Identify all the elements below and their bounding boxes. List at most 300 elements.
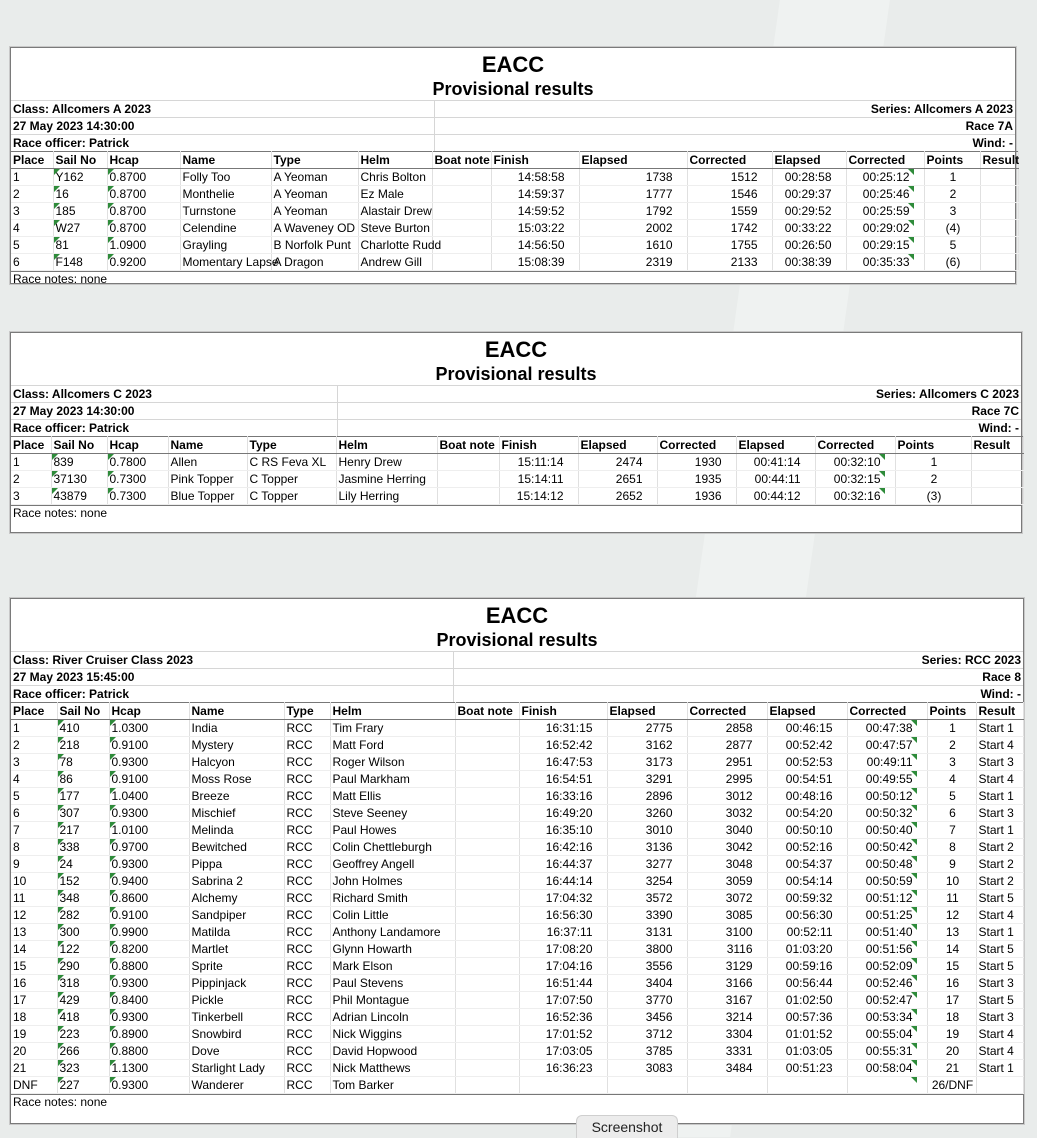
info-row (11, 134, 1015, 151)
table-cell: 10 (11, 873, 57, 890)
table-cell: 01:01:52 (767, 1026, 847, 1043)
table-cell: 17:08:20 (519, 941, 607, 958)
table-cell: 1 (927, 720, 976, 737)
column-header: Result (971, 437, 1023, 454)
info-row (11, 385, 1021, 402)
table-cell: 00:28:58 (772, 169, 846, 186)
table-cell: Start 3 (976, 754, 1023, 771)
info-row (11, 668, 1023, 685)
table-cell: 3331 (687, 1043, 767, 1060)
table-cell: 00:49:55 (847, 771, 927, 788)
table-cell: 16:51:44 (519, 975, 607, 992)
table-cell: 4 (927, 771, 976, 788)
table-cell: 2 (11, 186, 53, 203)
table-cell: Paul Stevens (330, 975, 455, 992)
table-row (11, 890, 1023, 907)
column-header: Elapsed (578, 437, 657, 454)
table-cell: 0.9200 (107, 254, 180, 271)
table-cell (687, 1077, 767, 1094)
table-cell (980, 186, 1018, 203)
column-header: Boat note (432, 152, 491, 169)
table-cell (980, 237, 1018, 254)
table-cell: Starlight Lady (189, 1060, 284, 1077)
table-cell: 0.8800 (109, 1043, 189, 1060)
table-cell: 00:47:57 (847, 737, 927, 754)
table-cell: Folly Too (180, 169, 271, 186)
column-header: Points (924, 152, 980, 169)
table-cell: 1.1300 (109, 1060, 189, 1077)
table-cell (455, 958, 519, 975)
screenshot-caption: Screenshot (576, 1115, 678, 1138)
table-cell: 00:52:16 (767, 839, 847, 856)
table-cell: 2951 (687, 754, 767, 771)
table-cell: 0.9700 (109, 839, 189, 856)
table-cell: 3131 (607, 924, 687, 941)
table-cell: Pickle (189, 992, 284, 1009)
race-officer: Race officer: Patrick (13, 136, 130, 150)
table-row (11, 975, 1023, 992)
table-cell: 152 (57, 873, 109, 890)
column-header: Elapsed (579, 152, 687, 169)
table-cell (432, 254, 491, 271)
table-cell: 86 (57, 771, 109, 788)
table-cell: Pippinjack (189, 975, 284, 992)
table-cell (455, 924, 519, 941)
table-row (11, 941, 1023, 958)
table-cell: 15:11:14 (499, 454, 578, 471)
info-row (11, 117, 1015, 134)
table-cell (455, 890, 519, 907)
table-cell: Lily Herring (336, 488, 437, 505)
wind-info: Wind: - (972, 136, 1013, 150)
table-cell (455, 839, 519, 856)
org-title: EACC (485, 603, 549, 628)
table-cell: Matilda (189, 924, 284, 941)
table-cell: Start 5 (976, 890, 1023, 907)
table-cell: 1935 (657, 471, 736, 488)
table-row (11, 203, 1018, 220)
table-cell (432, 237, 491, 254)
table-cell: RCC (284, 1060, 330, 1077)
table-cell: RCC (284, 839, 330, 856)
table-row (11, 924, 1023, 941)
table-cell: Charlotte Rudd (358, 237, 432, 254)
table-cell: 2896 (607, 788, 687, 805)
table-cell: 0.8700 (107, 169, 180, 186)
table-cell: 00:32:16 (815, 488, 895, 505)
table-cell: Pink Topper (168, 471, 247, 488)
table-cell: 12 (927, 907, 976, 924)
table-cell: 2 (11, 737, 57, 754)
table-cell: 5 (924, 237, 980, 254)
table-cell (455, 856, 519, 873)
table-cell: 1.0900 (107, 237, 180, 254)
table-cell: 1738 (579, 169, 687, 186)
table-cell: 0.9300 (109, 1077, 189, 1094)
table-cell: 3100 (687, 924, 767, 941)
table-cell: 3556 (607, 958, 687, 975)
column-header: Corrected (846, 152, 924, 169)
table-cell: 2002 (579, 220, 687, 237)
info-row (11, 100, 1015, 117)
table-cell: 17 (927, 992, 976, 1009)
table-cell: 17:07:50 (519, 992, 607, 1009)
table-cell: 17:04:16 (519, 958, 607, 975)
table-cell: 00:54:37 (767, 856, 847, 873)
table-cell: 6 (11, 254, 53, 271)
table-cell: 2319 (579, 254, 687, 271)
table-cell: Matt Ford (330, 737, 455, 754)
table-cell: 00:55:31 (847, 1043, 927, 1060)
table-cell: 0.7300 (107, 488, 168, 505)
column-header: Elapsed (772, 152, 846, 169)
table-cell: Sprite (189, 958, 284, 975)
table-cell: 1 (895, 454, 971, 471)
column-header: Type (247, 437, 336, 454)
table-cell: 14:59:52 (491, 203, 579, 220)
table-cell: Martlet (189, 941, 284, 958)
table-cell: DNF (11, 1077, 57, 1094)
column-header: Corrected (847, 703, 927, 720)
table-cell: 00:26:50 (772, 237, 846, 254)
table-cell: Bewitched (189, 839, 284, 856)
table-cell: Alastair Drew (358, 203, 432, 220)
table-cell: 00:47:38 (847, 720, 927, 737)
table-cell: Start 4 (976, 907, 1023, 924)
table-cell (432, 169, 491, 186)
table-cell: Monthelie (180, 186, 271, 203)
table-cell: 3040 (687, 822, 767, 839)
table-cell: 5 (11, 788, 57, 805)
table-cell: C Topper (247, 471, 336, 488)
table-cell: (4) (924, 220, 980, 237)
table-cell: 282 (57, 907, 109, 924)
table-cell: Anthony Landamore (330, 924, 455, 941)
table-cell: 00:53:34 (847, 1009, 927, 1026)
table-cell: 3072 (687, 890, 767, 907)
table-cell: 16:49:20 (519, 805, 607, 822)
table-cell (455, 788, 519, 805)
table-cell: 0.7300 (107, 471, 168, 488)
table-cell: 3291 (607, 771, 687, 788)
results-sheet-rcc (10, 598, 1024, 1124)
table-cell: 17:01:52 (519, 1026, 607, 1043)
table-cell: Nick Wiggins (330, 1026, 455, 1043)
table-cell: 122 (57, 941, 109, 958)
table-cell: RCC (284, 958, 330, 975)
table-row (11, 873, 1023, 890)
table-cell: Start 4 (976, 1026, 1023, 1043)
column-header: Name (189, 703, 284, 720)
table-cell: B Norfolk Punt (271, 237, 358, 254)
table-cell: 3572 (607, 890, 687, 907)
table-cell (432, 220, 491, 237)
table-cell (455, 1026, 519, 1043)
table-cell: 185 (53, 203, 107, 220)
table-cell: 01:03:05 (767, 1043, 847, 1060)
table-cell: 9 (11, 856, 57, 873)
results-table (11, 436, 1024, 505)
table-cell: 2877 (687, 737, 767, 754)
table-cell: 3260 (607, 805, 687, 822)
table-cell: 2133 (687, 254, 772, 271)
table-cell: RCC (284, 907, 330, 924)
table-cell: Turnstone (180, 203, 271, 220)
results-subtitle: Provisional results (435, 364, 597, 384)
results-subtitle: Provisional results (432, 79, 594, 99)
results-table (11, 702, 1024, 1094)
table-cell: 00:54:51 (767, 771, 847, 788)
table-cell: Blue Topper (168, 488, 247, 505)
table-cell: Colin Little (330, 907, 455, 924)
table-cell: 81 (53, 237, 107, 254)
header-row (11, 437, 1023, 454)
table-cell: A Waveney OD (271, 220, 358, 237)
table-cell: David Hopwood (330, 1043, 455, 1060)
column-header: Place (11, 703, 57, 720)
table-cell: 177 (57, 788, 109, 805)
table-cell: RCC (284, 805, 330, 822)
table-cell: C Topper (247, 488, 336, 505)
table-cell: 1930 (657, 454, 736, 471)
table-row (11, 1043, 1023, 1060)
table-cell: 00:52:47 (847, 992, 927, 1009)
column-header: Place (11, 152, 53, 169)
table-cell: 2651 (578, 471, 657, 488)
table-cell: Celendine (180, 220, 271, 237)
table-cell: 00:50:42 (847, 839, 927, 856)
table-cell: 14:56:50 (491, 237, 579, 254)
table-cell (976, 1077, 1023, 1094)
table-row (11, 1077, 1023, 1094)
table-cell (455, 1043, 519, 1060)
table-cell: Mystery (189, 737, 284, 754)
table-cell: Sandpiper (189, 907, 284, 924)
table-cell: John Holmes (330, 873, 455, 890)
table-cell: 5 (927, 788, 976, 805)
table-cell: 2775 (607, 720, 687, 737)
table-cell: 15:03:22 (491, 220, 579, 237)
table-cell: 338 (57, 839, 109, 856)
table-cell: 20 (927, 1043, 976, 1060)
table-cell (971, 454, 1023, 471)
table-cell: 00:56:30 (767, 907, 847, 924)
table-cell: 01:02:50 (767, 992, 847, 1009)
race-info (11, 100, 1015, 151)
table-cell: 00:33:22 (772, 220, 846, 237)
race-number: Race 7C (971, 404, 1019, 418)
table-cell: Dove (189, 1043, 284, 1060)
table-cell: 348 (57, 890, 109, 907)
table-cell (455, 822, 519, 839)
table-row (11, 186, 1018, 203)
table-cell: 0.8200 (109, 941, 189, 958)
table-cell: 0.9300 (109, 805, 189, 822)
table-cell: Start 4 (976, 771, 1023, 788)
table-cell: 1559 (687, 203, 772, 220)
table-cell: 00:52:46 (847, 975, 927, 992)
table-cell: Grayling (180, 237, 271, 254)
table-row (11, 169, 1018, 186)
table-row (11, 958, 1023, 975)
table-cell: Start 1 (976, 924, 1023, 941)
table-cell: 00:29:37 (772, 186, 846, 203)
table-cell: 16:52:42 (519, 737, 607, 754)
table-cell: 3304 (687, 1026, 767, 1043)
table-cell: RCC (284, 1026, 330, 1043)
table-row (11, 822, 1023, 839)
table-row (11, 907, 1023, 924)
table-cell: Paul Markham (330, 771, 455, 788)
table-row (11, 805, 1023, 822)
table-cell: RCC (284, 822, 330, 839)
table-cell: Start 5 (976, 992, 1023, 1009)
table-cell: 16:56:30 (519, 907, 607, 924)
table-cell: 16 (11, 975, 57, 992)
table-cell: 16:31:15 (519, 720, 607, 737)
table-cell: 0.9900 (109, 924, 189, 941)
table-cell: 11 (927, 890, 976, 907)
table-cell: 00:46:15 (767, 720, 847, 737)
table-cell: 0.9300 (109, 856, 189, 873)
table-cell: 7 (11, 822, 57, 839)
table-cell: 00:56:44 (767, 975, 847, 992)
column-header: Sail No (53, 152, 107, 169)
table-cell (455, 737, 519, 754)
table-cell: 0.8800 (109, 958, 189, 975)
table-cell: 3 (11, 203, 53, 220)
column-header: Elapsed (736, 437, 815, 454)
table-cell: 3167 (687, 992, 767, 1009)
table-cell: 0.8700 (107, 186, 180, 203)
table-cell: 1 (11, 454, 51, 471)
column-header: Type (284, 703, 330, 720)
table-cell: 2 (895, 471, 971, 488)
table-cell: 18 (11, 1009, 57, 1026)
table-cell: 00:29:52 (772, 203, 846, 220)
table-cell: 1546 (687, 186, 772, 203)
table-cell: 223 (57, 1026, 109, 1043)
table-row (11, 856, 1023, 873)
table-cell: 3059 (687, 873, 767, 890)
series-label: Series: Allcomers A 2023 (870, 102, 1013, 116)
table-cell: 2858 (687, 720, 767, 737)
table-cell: Start 5 (976, 958, 1023, 975)
race-info (11, 385, 1021, 436)
table-cell: 00:44:11 (736, 471, 815, 488)
table-cell: 3277 (607, 856, 687, 873)
table-cell: 00:54:20 (767, 805, 847, 822)
table-cell (455, 975, 519, 992)
column-header: Points (927, 703, 976, 720)
table-row (11, 737, 1023, 754)
table-cell: Tinkerbell (189, 1009, 284, 1026)
table-cell: 2652 (578, 488, 657, 505)
table-cell: 00:44:12 (736, 488, 815, 505)
column-header: Boat note (455, 703, 519, 720)
sheet-header (11, 333, 1021, 385)
table-cell (432, 186, 491, 203)
table-cell: Paul Howes (330, 822, 455, 839)
table-cell: W27 (53, 220, 107, 237)
table-cell: 1610 (579, 237, 687, 254)
race-officer: Race officer: Patrick (13, 421, 130, 435)
table-cell: 3 (11, 488, 51, 505)
table-cell (437, 471, 499, 488)
table-cell: 00:25:12 (846, 169, 924, 186)
table-cell: Pippa (189, 856, 284, 873)
wind-info: Wind: - (978, 421, 1019, 435)
table-cell: RCC (284, 737, 330, 754)
table-cell: 26/DNF (927, 1077, 976, 1094)
table-cell: RCC (284, 720, 330, 737)
table-cell: 1 (11, 720, 57, 737)
table-cell: 1742 (687, 220, 772, 237)
table-cell: 14 (11, 941, 57, 958)
column-header: Corrected (657, 437, 736, 454)
table-cell: 16:35:10 (519, 822, 607, 839)
table-cell (971, 488, 1023, 505)
table-cell (847, 1077, 927, 1094)
table-cell: 78 (57, 754, 109, 771)
table-row (11, 754, 1023, 771)
table-cell (971, 471, 1023, 488)
column-header: Hcap (107, 152, 180, 169)
table-row (11, 771, 1023, 788)
table-cell: Colin Chettleburgh (330, 839, 455, 856)
table-cell: 2 (11, 471, 51, 488)
table-cell: 00:49:11 (847, 754, 927, 771)
info-row (11, 419, 1021, 436)
table-cell: 16:37:11 (519, 924, 607, 941)
table-cell (455, 771, 519, 788)
series-label: Series: RCC 2023 (921, 653, 1021, 667)
table-cell: 318 (57, 975, 109, 992)
table-cell: 3085 (687, 907, 767, 924)
table-cell: 8 (927, 839, 976, 856)
series-label: Series: Allcomers C 2023 (876, 387, 1019, 401)
table-cell: RCC (284, 1009, 330, 1026)
table-cell: 15 (927, 958, 976, 975)
column-header: Finish (491, 152, 579, 169)
table-cell: 3162 (607, 737, 687, 754)
table-cell: Breeze (189, 788, 284, 805)
table-cell (980, 220, 1018, 237)
table-cell: 3254 (607, 873, 687, 890)
table-cell: 6 (927, 805, 976, 822)
table-cell: 3712 (607, 1026, 687, 1043)
table-cell: Halcyon (189, 754, 284, 771)
table-cell: 00:59:16 (767, 958, 847, 975)
table-cell: 3042 (687, 839, 767, 856)
table-cell: 2 (924, 186, 980, 203)
table-cell: Mischief (189, 805, 284, 822)
table-cell: 00:51:23 (767, 1060, 847, 1077)
table-cell: RCC (284, 992, 330, 1009)
table-cell: 3129 (687, 958, 767, 975)
table-cell: 3048 (687, 856, 767, 873)
table-cell: 0.9300 (109, 1009, 189, 1026)
table-cell: 3404 (607, 975, 687, 992)
column-header: Place (11, 437, 51, 454)
table-cell: 0.8400 (109, 992, 189, 1009)
table-cell: 2474 (578, 454, 657, 471)
column-header: Boat note (437, 437, 499, 454)
table-cell: 00:25:59 (846, 203, 924, 220)
column-header: Result (980, 152, 1018, 169)
table-cell: 3390 (607, 907, 687, 924)
column-header: Finish (519, 703, 607, 720)
